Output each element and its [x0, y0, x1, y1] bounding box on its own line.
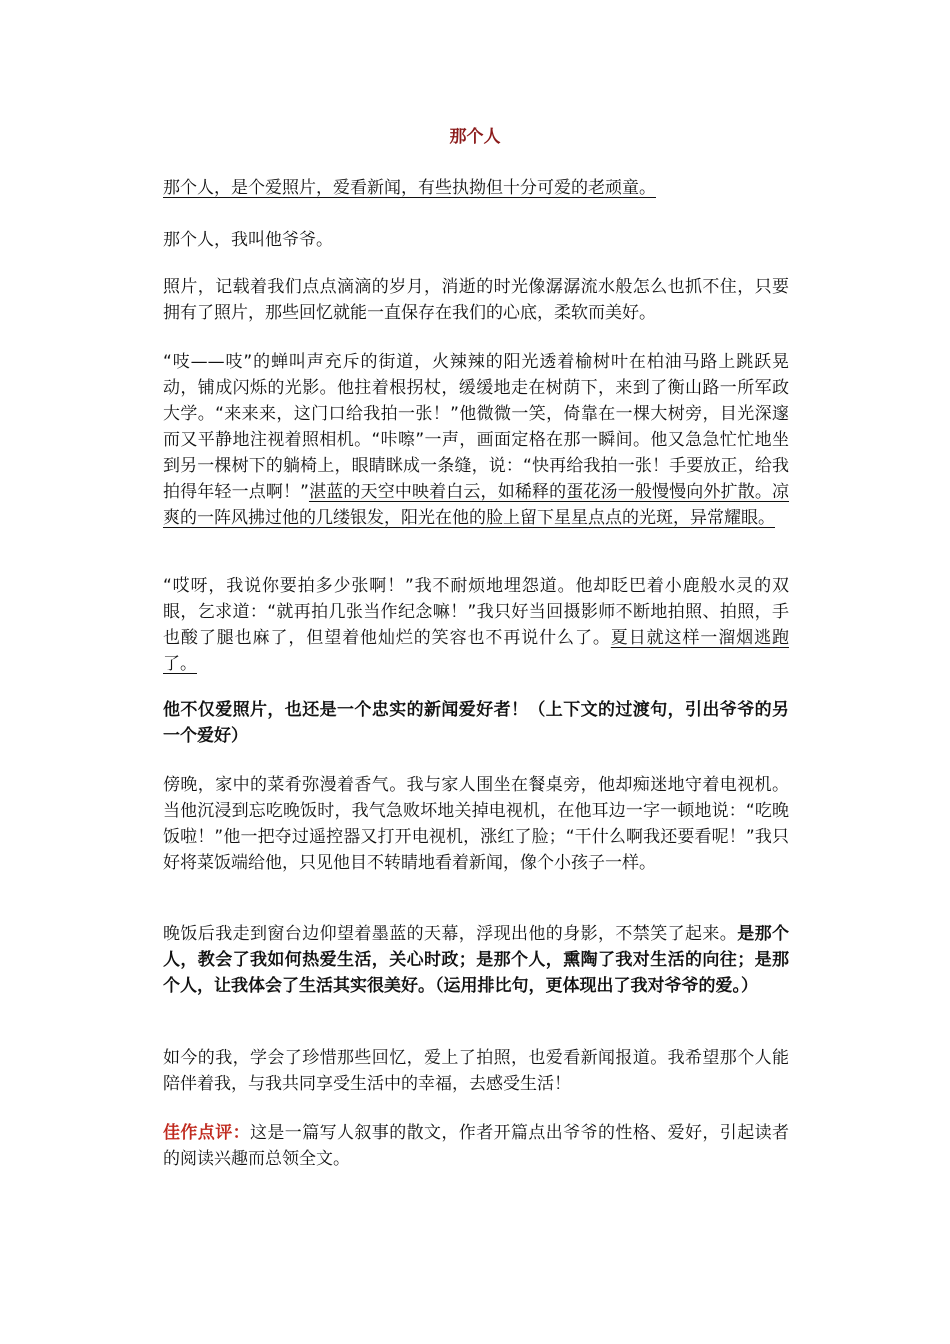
photographer-text: “哎呀，我说你要拍多少张啊！”我不耐烦地埋怨道。他却眨巴着小鹿般水灵的双眼，乞求道：“就再拍几张当作纪念嘛！”我只好当回摄影师不断地拍照、拍照，手也酸了腿也麻了，但望着他灿烂的笑容也不再说什么了。	[163, 576, 789, 648]
paragraph-photos: 照片，记载着我们点点滴滴的岁月，消逝的时光像潺潺流水般怎么也抓不住，只要拥有了照片，那些回忆就能一直保存在我们的心底，柔软而美好。	[163, 277, 789, 323]
photo-story-text: “吱——吱”的蝉叫声充斥的街道，火辣辣的阳光透着榆树叶在柏油马路上跳跃晃动，铺成闪烁的光影。他拄着根拐杖，缓缓地走在树荫下，来到了衡山路一所军政大学。“来来来，这门口给我拍一张！”他微微一笑，倚靠在一棵大树旁，目光深邃而又平静地注视着照相机。“咔嚓”一声，画面定格在那一瞬间。他又急急忙忙地坐到另一棵树下的躺椅上，眼睛眯成一条缝，说：“快再给我拍一张！手要放正，给我拍得年轻一点啊！”	[163, 352, 789, 502]
paragraph-news: 傍晚，家中的菜肴弥漫着香气。我与家人围坐在餐桌旁，他却痴迷地守着电视机。当他沉浸到忘吃晚饭时，我气急败坏地关掉电视机，在他耳边一字一顿地说：“吃晚饭啦！”他一把夺过遥控器又打开电视机，涨红了脸；“干什么啊我还要看呢！”我只好将菜饭端给他，只见他目不转睛地看着新闻，像个小孩子一样。	[163, 775, 789, 873]
article-title: 那个人	[449, 127, 501, 147]
paragraph-transition: 他不仅爱照片，也还是一个忠实的新闻爱好者！（上下文的过渡句，引出爷爷的另一个爱好）	[163, 700, 789, 746]
paragraph-grandpa: 那个人，我叫他爷爷。	[163, 230, 333, 250]
comment-text: 这是一篇写人叙事的散文，作者开篇点出爷爷的性格、爱好，引起读者的阅读兴趣而总领全文。	[163, 1123, 789, 1169]
paragraph-photographer	[163, 573, 789, 677]
reflection-bold: 是那个人，教会了我如何热爱生活，关心时政；是那个人，熏陶了我对生活的向往；是那个人，让我体会了生活其实很美好。（运用排比句，更体现出了我对爷爷的爱。）	[163, 924, 790, 996]
photographer-underlined: 夏日就这样一溜烟逃跑了。	[163, 628, 790, 674]
comment-label: 佳作点评：	[163, 1123, 250, 1143]
paragraph-reflection	[163, 921, 789, 999]
paragraph-now: 如今的我，学会了珍惜那些回忆，爱上了拍照，也爱看新闻报道。我希望那个人能陪伴着我，与我共同享受生活中的幸福，去感受生活！	[163, 1048, 789, 1094]
photo-story-underlined: 湛蓝的天空中映着白云，如稀释的蛋花汤一般慢慢向外扩散。凉爽的一阵风拂过他的几缕银发，阳光在他的脸上留下星星点点的光斑，异常耀眼。	[163, 482, 790, 528]
reflection-text: 晚饭后我走到窗台边仰望着墨蓝的天幕，浮现出他的身影，不禁笑了起来。	[163, 924, 738, 944]
paragraph-photo-story	[163, 349, 789, 531]
paragraph-intro: 那个人，是个爱照片，爱看新闻，有些执拗但十分可爱的老顽童。	[163, 178, 656, 198]
paragraph-comment	[163, 1120, 789, 1172]
